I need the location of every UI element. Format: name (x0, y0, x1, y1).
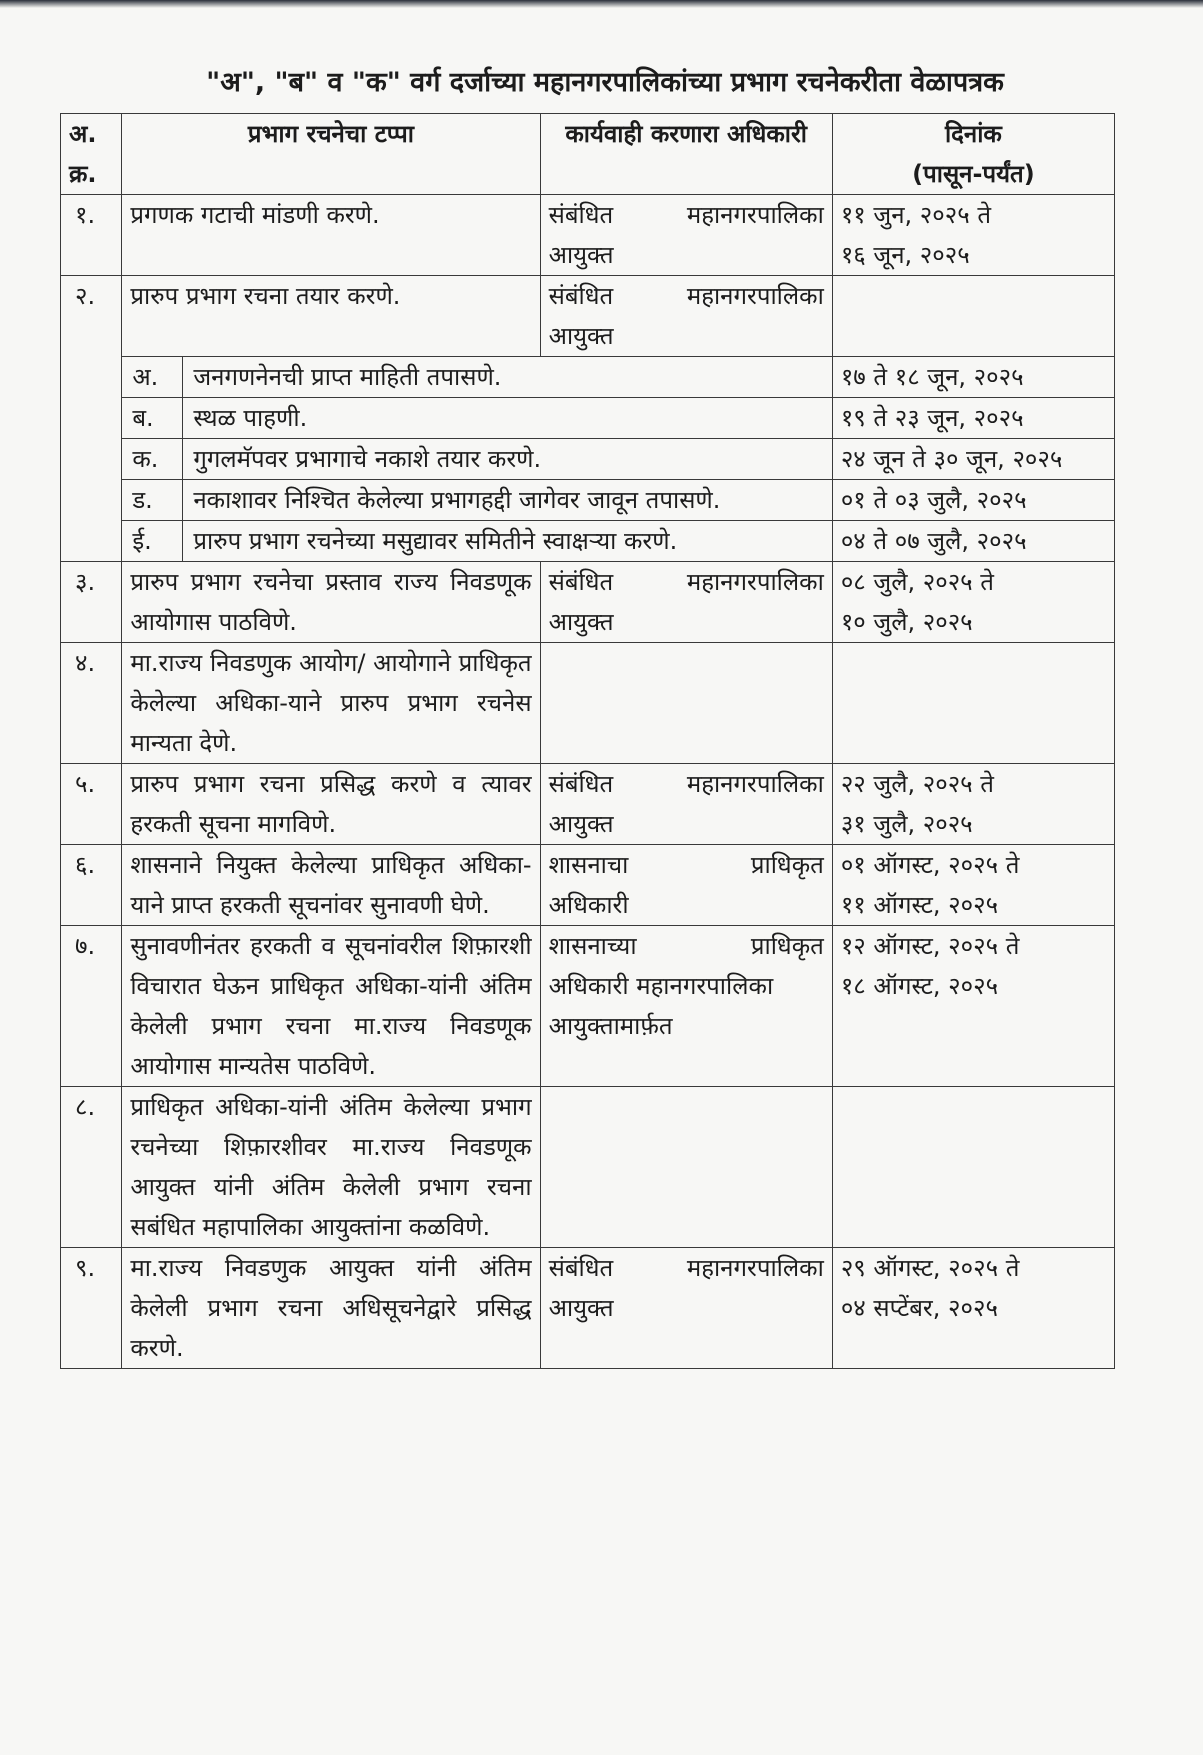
row-stage: प्रगणक गटाची मांडणी करणे. (122, 195, 540, 276)
row-officer: संबंधित महानगरपालिका आयुक्त (540, 562, 832, 643)
row-serial: ४. (61, 643, 122, 764)
row-date: ११ जुन, २०२५ ते १६ जून, २०२५ (832, 195, 1114, 276)
sub-text: जनगणनेनची प्राप्त माहिती तपासणे. (193, 363, 502, 391)
table-row (61, 926, 1115, 1087)
table-row (61, 845, 1115, 926)
row-date (832, 643, 1114, 764)
row-stage: प्रारुप प्रभाग रचनेचा प्रस्ताव राज्य निवडणूक आयोगास पाठविणे. (122, 562, 540, 643)
row-officer (540, 643, 832, 764)
row-date: ०१ ऑगस्ट, २०२५ ते ११ ऑगस्ट, २०२५ (832, 845, 1114, 926)
sub-text: नकाशावर निश्चित केलेल्या प्रभागहद्दी जागेवर जावून तपासणे. (193, 486, 721, 514)
row-officer: संबंधित महानगरपालिका आयुक्त (540, 195, 832, 276)
sub-row (61, 439, 1115, 480)
row-serial: ८. (61, 1087, 122, 1248)
row-serial: ६. (61, 845, 122, 926)
top-edge (0, 0, 1203, 8)
row-date (832, 1087, 1114, 1248)
row-officer: संबंधित महानगरपालिका आयुक्त (540, 276, 832, 357)
table-row (61, 276, 1115, 357)
sub-date: १७ ते १८ जून, २०२५ (832, 357, 1114, 398)
schedule-table (60, 113, 1115, 1369)
row-stage: प्राधिकृत अधिका-यांनी अंतिम केलेल्या प्रभाग रचनेच्या शिफ़ारशीवर मा.राज्य निवडणूक आयुक्त यांनी अंतिम केलेली प्रभाग रचना सबंधित महापालिका आयुक्तांना कळविणे. (122, 1087, 540, 1248)
sub-row (61, 521, 1115, 562)
sub-date: ०४ ते ०७ जुलै, २०२५ (832, 521, 1114, 562)
header-date: दिनांक (पासून-पर्यंत) (832, 114, 1114, 195)
header-stage: प्रभाग रचनेचा टप्पा (122, 114, 540, 195)
table-row (61, 643, 1115, 764)
table-row (61, 764, 1115, 845)
row-stage: मा.राज्य निवडणुक आयोग/ आयोगाने प्राधिकृत केलेल्या अधिका-याने प्रारुप प्रभाग रचनेस मान्यता देणे. (122, 643, 540, 764)
sub-text: गुगलमॅपवर प्रभागाचे नकाशे तयार करणे. (193, 445, 542, 473)
row-serial: १. (61, 195, 122, 276)
row-date: २२ जुलै, २०२५ ते ३१ जुलै, २०२५ (832, 764, 1114, 845)
row-serial: ३. (61, 562, 122, 643)
sub-letter: अ. (122, 357, 183, 397)
row-stage: प्रारुप प्रभाग रचना प्रसिद्ध करणे व त्यावर हरकती सूचना मागविणे. (122, 764, 540, 845)
row-stage: मा.राज्य निवडणुक आयुक्त यांनी अंतिम केलेली प्रभाग रचना अधिसूचनेद्वारे प्रसिद्ध करणे. (122, 1248, 540, 1369)
sub-row (61, 398, 1115, 439)
table-row (61, 1248, 1115, 1369)
header-serial: अ. क्र. (61, 114, 122, 195)
row-date: ०८ जुलै, २०२५ ते १० जुलै, २०२५ (832, 562, 1114, 643)
header-row (61, 114, 1115, 195)
row-stage: सुनावणीनंतर हरकती व सूचनांवरील शिफ़ारशी विचारात घेऊन प्राधिकृत अधिका-यांनी अंतिम केलेली प्रभाग रचना मा.राज्य निवडणूक आयोगास मान्यतेस पाठविणे. (122, 926, 540, 1087)
sub-date: १९ ते २३ जून, २०२५ (832, 398, 1114, 439)
row-date: १२ ऑगस्ट, २०२५ ते १८ ऑगस्ट, २०२५ (832, 926, 1114, 1087)
sub-text: प्रारुप प्रभाग रचनेच्या मसुद्यावर समितीने स्वाक्षऱ्या करणे. (193, 527, 678, 555)
row-serial: ५. (61, 764, 122, 845)
row-officer: शासनाच्या प्राधिकृत अधिकारी महानगरपालिका आयुक्तामार्फ़त (540, 926, 832, 1087)
sub-letter: ई. (122, 521, 183, 561)
row-stage: प्रारुप प्रभाग रचना तयार करणे. (122, 276, 540, 357)
page-title: "अ", "ब" व "क" वर्ग दर्जाच्या महानगरपालिकांच्या प्रभाग रचनेकरीता वेळापत्रक (206, 67, 1004, 98)
table-row (61, 562, 1115, 643)
header-officer: कार्यवाही करणारा अधिकारी (540, 114, 832, 195)
table-row (61, 1087, 1115, 1248)
row-date (832, 276, 1114, 357)
row-serial: ९. (61, 1248, 122, 1369)
row-serial: २. (61, 276, 122, 562)
sub-date: ०१ ते ०३ जुलै, २०२५ (832, 480, 1114, 521)
row-officer: संबंधित महानगरपालिका आयुक्त (540, 764, 832, 845)
sub-row (61, 357, 1115, 398)
row-serial: ७. (61, 926, 122, 1087)
sub-text: स्थळ पाहणी. (193, 404, 308, 432)
row-officer (540, 1087, 832, 1248)
table-row (61, 195, 1115, 276)
sub-letter: क. (122, 439, 183, 479)
sub-letter: ब. (122, 398, 183, 438)
row-stage: शासनाने नियुक्त केलेल्या प्राधिकृत अधिका-याने प्राप्त हरकती सूचनांवर सुनावणी घेणे. (122, 845, 540, 926)
row-officer: संबंधित महानगरपालिका आयुक्त (540, 1248, 832, 1369)
sub-date: २४ जून ते ३० जून, २०२५ (832, 439, 1114, 480)
sub-row (61, 480, 1115, 521)
sub-letter: ड. (122, 480, 183, 520)
row-officer: शासनाचा प्राधिकृत अधिकारी (540, 845, 832, 926)
row-date: २९ ऑगस्ट, २०२५ ते ०४ सप्टेंबर, २०२५ (832, 1248, 1114, 1369)
